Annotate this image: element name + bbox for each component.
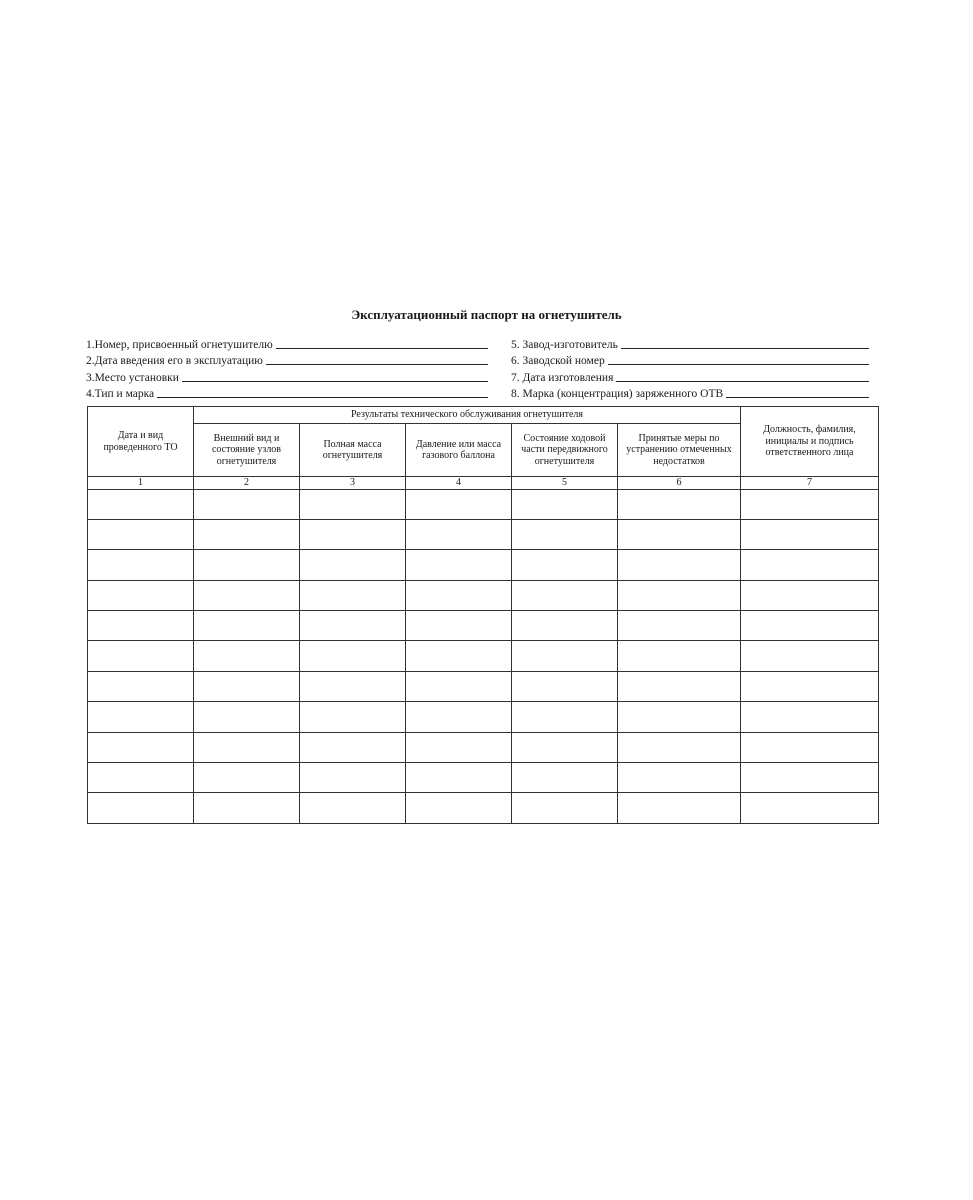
table-row xyxy=(88,641,879,671)
table-cell[interactable] xyxy=(300,489,406,519)
table-row xyxy=(88,580,879,610)
table-cell[interactable] xyxy=(741,489,879,519)
table-cell[interactable] xyxy=(88,611,194,641)
table-cell[interactable] xyxy=(194,550,300,580)
table-cell[interactable] xyxy=(618,550,741,580)
table-cell[interactable] xyxy=(618,793,741,823)
field-commission-date xyxy=(86,351,488,368)
table-cell[interactable] xyxy=(512,641,618,671)
table-cell[interactable] xyxy=(406,519,512,549)
table-cell[interactable] xyxy=(300,641,406,671)
table-cell[interactable] xyxy=(194,732,300,762)
table-cell[interactable] xyxy=(406,793,512,823)
table-cell[interactable] xyxy=(741,732,879,762)
fields-left xyxy=(86,334,488,400)
table-cell[interactable] xyxy=(88,519,194,549)
table-row xyxy=(88,519,879,549)
table-cell[interactable] xyxy=(512,732,618,762)
col-header-responsible: Должность, фамилия, инициалы и подпись ответственного лица xyxy=(741,407,879,477)
table-cell[interactable] xyxy=(741,580,879,610)
table-cell[interactable] xyxy=(194,671,300,701)
table-cell[interactable] xyxy=(194,611,300,641)
field-serial-label: 6. Заводской номер xyxy=(511,355,605,367)
table-cell[interactable] xyxy=(194,793,300,823)
field-number xyxy=(86,334,488,351)
field-manufacturer-label: 5. Завод-изготовитель xyxy=(511,338,618,351)
table-cell[interactable] xyxy=(618,671,741,701)
field-location-blank[interactable] xyxy=(182,370,488,382)
table-cell[interactable] xyxy=(618,489,741,519)
field-serial xyxy=(511,351,869,368)
col-number: 1 xyxy=(88,477,194,490)
field-commission-date-label: 2.Дата введения его в эксплуатацию xyxy=(86,355,263,367)
table-cell[interactable] xyxy=(406,580,512,610)
col-header-measures: Принятые меры по устранению отмеченных недостатков xyxy=(618,424,741,477)
table-cell[interactable] xyxy=(618,763,741,793)
field-number-blank[interactable] xyxy=(276,337,488,349)
col-number: 5 xyxy=(512,477,618,490)
col-header-chassis: Состояние ходовой части передвижного огнетушителя xyxy=(512,424,618,477)
field-location-label: 3.Место установки xyxy=(86,371,179,384)
table-cell[interactable] xyxy=(512,763,618,793)
col-number: 4 xyxy=(406,477,512,490)
field-type-label: 4.Тип и марка xyxy=(86,388,155,400)
table-row xyxy=(88,489,879,519)
col-number: 2 xyxy=(194,477,300,490)
col-header-group: Результаты технического обслуживания огнетушителя xyxy=(194,407,741,424)
table-cell[interactable] xyxy=(194,519,300,549)
table-cell[interactable] xyxy=(618,641,741,671)
table-cell[interactable] xyxy=(741,671,879,701)
table-cell[interactable] xyxy=(512,550,618,580)
col-number: 3 xyxy=(300,477,406,490)
table-cell[interactable] xyxy=(88,671,194,701)
table-cell[interactable] xyxy=(194,702,300,732)
field-serial-blank[interactable] xyxy=(608,353,869,365)
table-cell[interactable] xyxy=(300,519,406,549)
table-cell[interactable] xyxy=(88,702,194,732)
table-row xyxy=(88,550,879,580)
table-cell[interactable] xyxy=(88,489,194,519)
table-cell[interactable] xyxy=(300,611,406,641)
table-row xyxy=(88,732,879,762)
table-cell[interactable] xyxy=(618,580,741,610)
field-agent xyxy=(511,384,869,401)
table-cell[interactable] xyxy=(512,611,618,641)
table-cell[interactable] xyxy=(194,641,300,671)
field-manufacturer-blank[interactable] xyxy=(621,337,869,349)
table-cell[interactable] xyxy=(406,611,512,641)
col-header-appearance: Внешний вид и состояние узлов огнетушителя xyxy=(194,424,300,477)
table-cell[interactable] xyxy=(406,763,512,793)
field-commission-date-blank[interactable] xyxy=(266,353,488,365)
table-cell[interactable] xyxy=(194,763,300,793)
field-type xyxy=(86,384,488,401)
field-manufacturer xyxy=(511,334,869,351)
table-row xyxy=(88,702,879,732)
maintenance-table xyxy=(87,406,879,824)
table-row xyxy=(88,671,879,701)
table-cell[interactable] xyxy=(512,671,618,701)
table-cell[interactable] xyxy=(88,763,194,793)
table-cell[interactable] xyxy=(618,732,741,762)
col-header-mass: Полная масса огнетушителя xyxy=(300,424,406,477)
table-cell[interactable] xyxy=(88,641,194,671)
table-cell[interactable] xyxy=(741,611,879,641)
field-agent-label: 8. Марка (концентрация) заряженного ОТВ xyxy=(511,388,724,400)
table-cell[interactable] xyxy=(194,580,300,610)
table-row xyxy=(88,793,879,823)
table-number-row xyxy=(88,477,879,490)
document-title: Эксплуатационный паспорт на огнетушитель xyxy=(351,307,622,322)
table-cell[interactable] xyxy=(512,489,618,519)
field-manufacture-date-blank[interactable] xyxy=(616,370,869,382)
table-cell[interactable] xyxy=(88,793,194,823)
table-cell[interactable] xyxy=(741,519,879,549)
table-cell[interactable] xyxy=(741,641,879,671)
table-cell[interactable] xyxy=(618,519,741,549)
field-location xyxy=(86,367,488,384)
table-cell[interactable] xyxy=(741,702,879,732)
table-cell[interactable] xyxy=(512,519,618,549)
table-cell[interactable] xyxy=(741,763,879,793)
table-cell[interactable] xyxy=(406,641,512,671)
table-cell[interactable] xyxy=(406,732,512,762)
table-cell[interactable] xyxy=(512,793,618,823)
table-cell[interactable] xyxy=(300,671,406,701)
table-cell[interactable] xyxy=(88,550,194,580)
field-type-blank[interactable] xyxy=(157,386,488,398)
table-cell[interactable] xyxy=(88,580,194,610)
col-number: 6 xyxy=(618,477,741,490)
table-cell[interactable] xyxy=(300,702,406,732)
col-header-pressure: Давление или масса газового баллона xyxy=(406,424,512,477)
table-cell[interactable] xyxy=(300,763,406,793)
table-cell[interactable] xyxy=(512,580,618,610)
table-cell[interactable] xyxy=(88,732,194,762)
table-body xyxy=(88,489,879,823)
col-header-date: Дата и вид проведенного ТО xyxy=(88,407,194,477)
table-row xyxy=(88,611,879,641)
fields-right xyxy=(511,334,869,400)
table-cell[interactable] xyxy=(406,550,512,580)
table-cell[interactable] xyxy=(406,702,512,732)
col-number: 7 xyxy=(741,477,879,490)
field-number-label: 1.Номер, присвоенный огнетушителю xyxy=(86,338,273,351)
table-cell[interactable] xyxy=(300,580,406,610)
table-cell[interactable] xyxy=(741,793,879,823)
table-cell[interactable] xyxy=(194,489,300,519)
field-manufacture-date-label: 7. Дата изготовления xyxy=(511,371,614,384)
table-cell[interactable] xyxy=(300,732,406,762)
table-cell[interactable] xyxy=(406,489,512,519)
field-agent-blank[interactable] xyxy=(726,386,869,398)
table-header-row xyxy=(88,407,879,424)
table-cell[interactable] xyxy=(406,671,512,701)
table-cell[interactable] xyxy=(300,550,406,580)
table-cell[interactable] xyxy=(618,702,741,732)
table-cell[interactable] xyxy=(300,793,406,823)
table-cell[interactable] xyxy=(512,702,618,732)
table-cell[interactable] xyxy=(618,611,741,641)
field-manufacture-date xyxy=(511,367,869,384)
table-row xyxy=(88,763,879,793)
table-cell[interactable] xyxy=(741,550,879,580)
